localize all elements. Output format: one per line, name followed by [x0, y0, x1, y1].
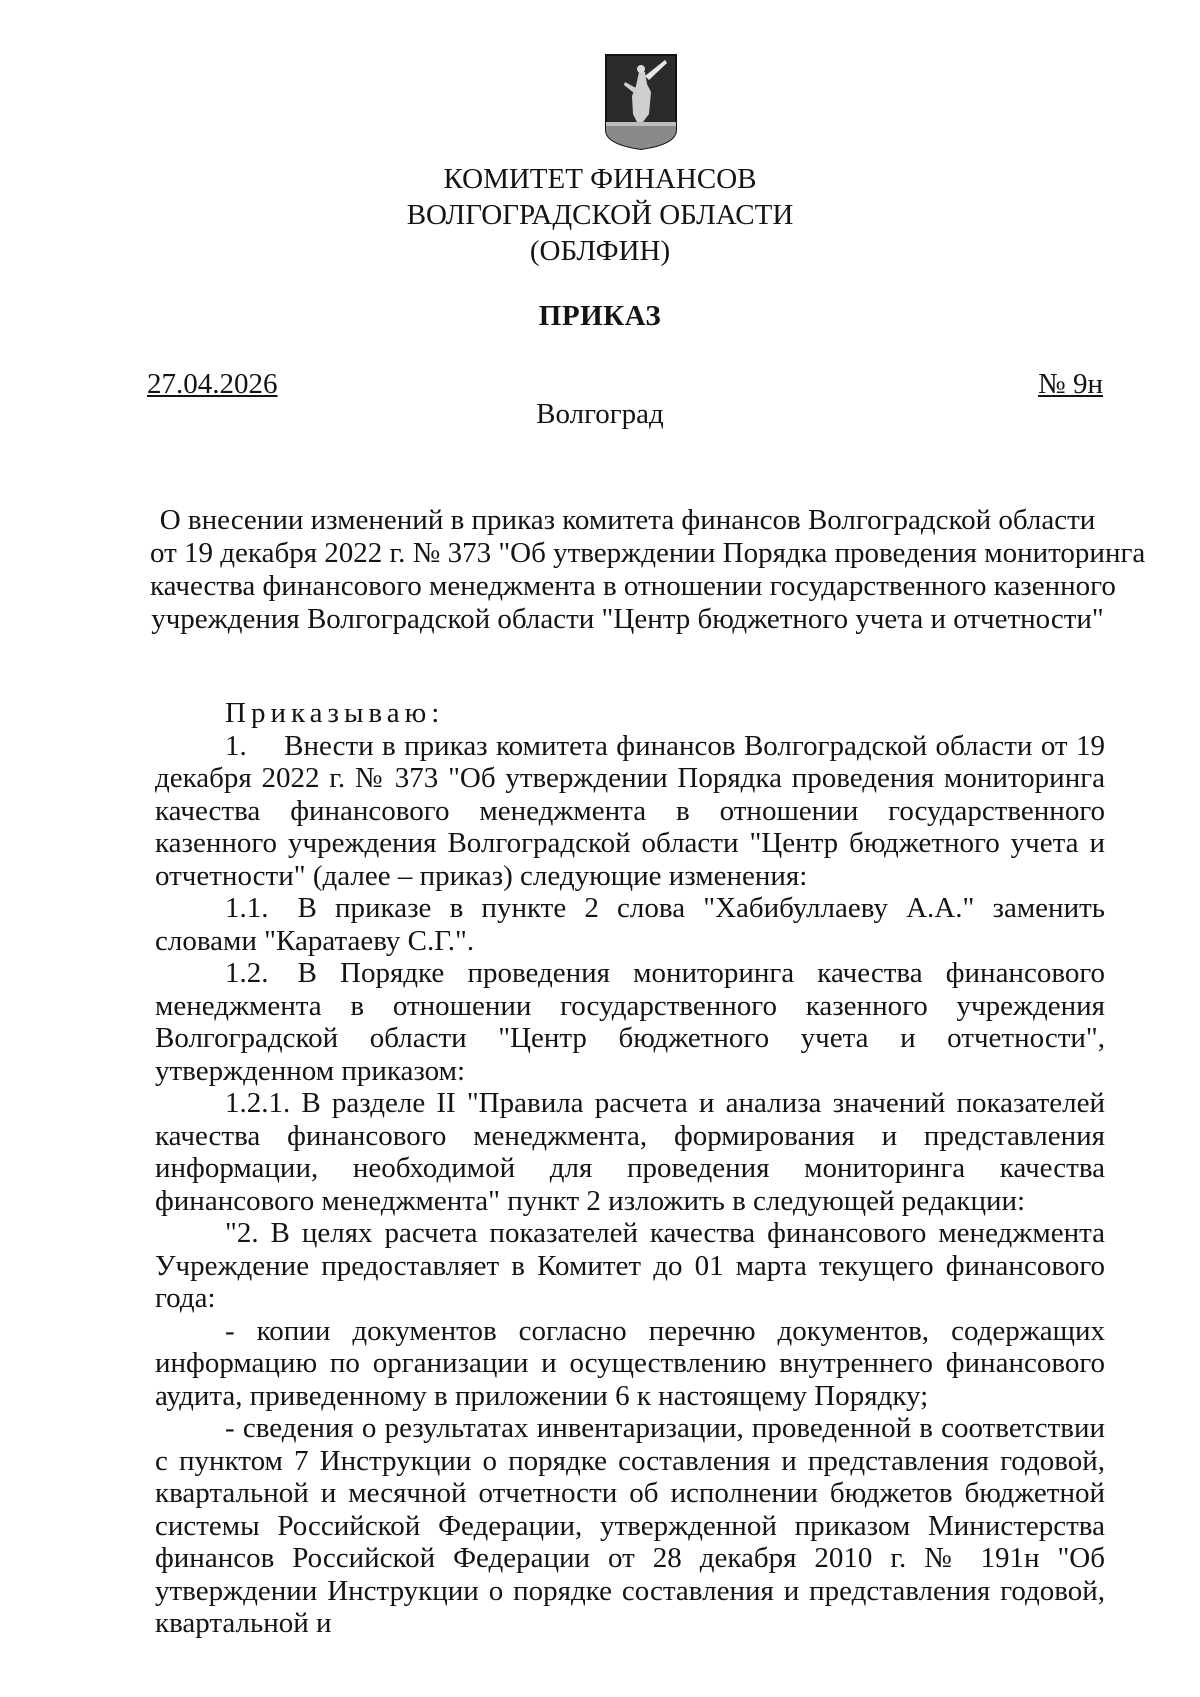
subject-line: качества финансового менеджмента в отношении государственного казенного: [150, 570, 1116, 602]
paragraph-bullet-1: - копии документов согласно перечню документов, содержащих информацию по организации и осуществлению внутреннего финансового аудита, приведенному в приложении 6 к настоящему Порядку;: [155, 1314, 1105, 1412]
document-title: ПРИКАЗ: [538, 300, 662, 332]
order-body: [155, 697, 1105, 1640]
organization-name: [0, 161, 1200, 269]
org-line-1: КОМИТЕТ ФИНАНСОВ: [443, 163, 757, 195]
paragraph-1-2: 1.2. В Порядке проведения мониторинга качества финансового менеджмента в отношении государственного казенного учреждения Волгоградской области "Центр бюджетного учета и отчетности", утвержденном приказом:: [155, 957, 1105, 1087]
order-date: 27.04.2026: [147, 368, 278, 400]
paragraph-1-1: 1.1. В приказе в пункте 2 слова "Хабибуллаеву А.А." заменить словами "Каратаеву С.Г.".: [155, 892, 1105, 957]
org-line-2: ВОЛГОГРАДСКОЙ ОБЛАСТИ: [406, 199, 794, 231]
order-subject: [150, 504, 1146, 636]
paragraph-point-2: "2. В целях расчета показателей качества финансового менеджмента Учреждение предоставляет в Комитет до 01 марта текущего финансового года:: [155, 1217, 1105, 1314]
subject-line: учреждения Волгоградской области "Центр бюджетного учета и отчетности": [151, 603, 1104, 635]
paragraph-bullet-2: - сведения о результатах инвентаризации, проведенной в соответствии с пунктом 7 Инструкции о порядке составления и представления годовой, квартальной и месячной отчетности об исполнении бюджетов бюджетной системы Российской Федерации, утвержденной приказом Министерства финансов Российской Федерации от 28 декабря 2010 г. № 191н "Об утверждении Инструкции о порядке составления и представления годовой, квартальной и: [155, 1412, 1105, 1639]
paragraph-1: 1. Внести в приказ комитета финансов Волгоградской области от 19 декабря 2022 г. № 373 "Об утверждении Порядка проведения мониторинга качества финансового менеджмента в отношении государственного казенного учреждения Волгоградской области "Центр бюджетного учета и отчетности" (далее – приказ) следующие изменения:: [155, 729, 1105, 892]
city: Волгоград: [536, 398, 664, 430]
order-number: № 9н: [1038, 368, 1103, 400]
subject-line: от 19 декабря 2022 г. № 373 "Об утверждении Порядка проведения мониторинга: [150, 537, 1146, 569]
subject-line: О внесении изменений в приказ комитета финансов Волгоградской области: [159, 504, 1096, 536]
coat-of-arms-icon: [603, 52, 679, 152]
paragraph-1-2-1: 1.2.1. В разделе II "Правила расчета и анализа значений показателей качества финансового менеджмента, формирования и представления информации, необходимой для проведения мониторинга качества финансового менеджмента" пункт 2 изложить в следующей редакции:: [155, 1087, 1105, 1217]
order-word: Приказываю:: [225, 697, 445, 729]
org-line-3: (ОБЛФИН): [529, 235, 671, 267]
